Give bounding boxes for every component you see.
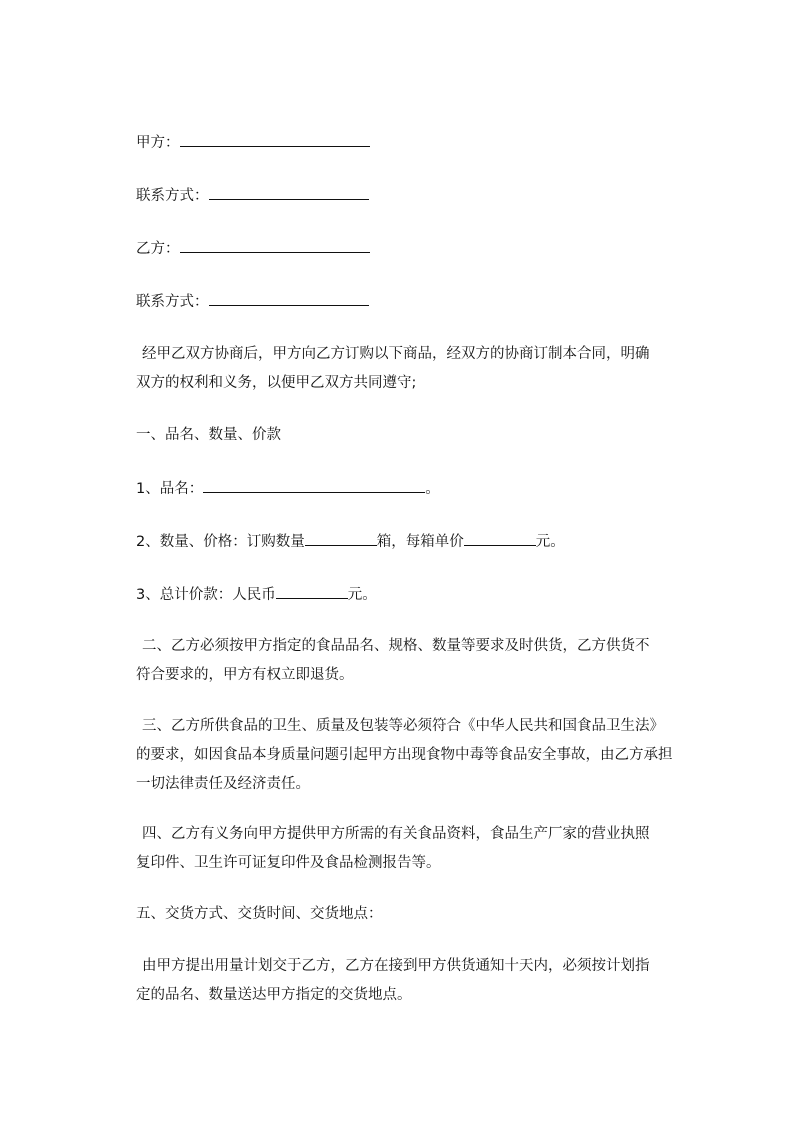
- item-3-suffix: 元。: [347, 587, 377, 603]
- party-b-contact-blank: [209, 291, 369, 306]
- item-2-suffix: 元。: [535, 534, 565, 550]
- section-1-item-2: [136, 531, 565, 552]
- intro-line-2: 双方的权利和义务，以便甲乙双方共同遵守;: [136, 375, 417, 391]
- item-2-label: 2、数量、价格：订购数量: [136, 534, 305, 550]
- total-price-blank: [276, 584, 348, 599]
- section-5-line-1: 由甲方提出用量计划交于乙方，乙方在接到甲方供货通知十天内，必须按计划指: [142, 958, 650, 974]
- section-5-paragraph: [136, 952, 702, 1010]
- party-b-line: [136, 238, 370, 259]
- item-2-mid: 箱，每箱单价: [376, 534, 464, 550]
- party-b-blank: [180, 238, 370, 253]
- section-2-paragraph: [136, 632, 702, 690]
- section-2-line-2: 符合要求的，甲方有权立即退货。: [136, 667, 354, 683]
- item-3-label: 3、总计价款：人民币: [136, 587, 276, 603]
- intro-line-1: 经甲乙双方协商后，甲方向乙方订购以下商品，经双方的协商订制本合同，明确: [142, 346, 650, 362]
- party-a-contact-label: 联系方式：: [136, 188, 209, 204]
- party-a-contact-line: [136, 185, 369, 206]
- section-3-line-2: 的要求，如因食品本身质量问题引起甲方出现食物中毒等食品安全事故，由乙方承担: [136, 747, 673, 763]
- quantity-blank: [305, 531, 377, 546]
- section-4-paragraph: [136, 820, 702, 878]
- section-5-line-2: 定的品名、数量送达甲方指定的交货地点。: [136, 987, 412, 1003]
- section-1-item-1: [136, 478, 440, 499]
- intro-paragraph: [136, 340, 702, 398]
- party-a-label: 甲方：: [136, 135, 180, 151]
- party-b-contact-line: [136, 291, 369, 312]
- party-a-line: [136, 132, 370, 153]
- unit-price-blank: [464, 531, 536, 546]
- item-1-suffix: 。: [425, 481, 440, 497]
- item-name-blank: [203, 478, 425, 493]
- section-1-heading: 一、品名、数量、价款: [136, 427, 281, 443]
- item-1-label: 1、品名：: [136, 481, 204, 497]
- section-3-paragraph: [136, 712, 702, 799]
- section-4-line-1: 四、乙方有义务向甲方提供甲方所需的有关食品资料，食品生产厂家的营业执照: [142, 826, 650, 842]
- party-b-label: 乙方：: [136, 241, 180, 257]
- party-a-blank: [180, 132, 370, 147]
- section-3-line-3: 一切法律责任及经济责任。: [136, 776, 310, 792]
- section-1-item-3: [136, 584, 377, 605]
- party-b-contact-label: 联系方式：: [136, 294, 209, 310]
- section-2-line-1: 二、乙方必须按甲方指定的食品品名、规格、数量等要求及时供货，乙方供货不: [142, 638, 650, 654]
- section-5-heading: 五、交货方式、交货时间、交货地点：: [136, 906, 383, 922]
- section-3-line-1: 三、乙方所供食品的卫生、质量及包装等必须符合《中华人民共和国食品卫生法》: [142, 718, 664, 734]
- party-a-contact-blank: [209, 185, 369, 200]
- section-4-line-2: 复印件、卫生许可证复印件及食品检测报告等。: [136, 855, 441, 871]
